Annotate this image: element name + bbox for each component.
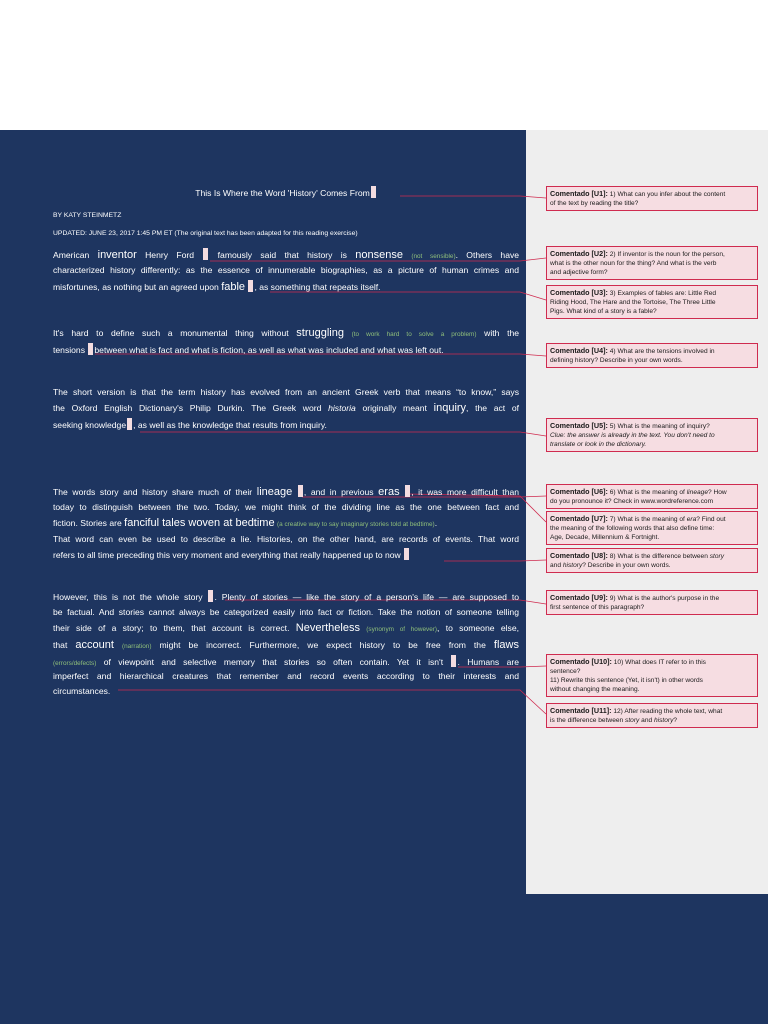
comment-anchor[interactable] [127, 418, 132, 430]
p4-line1: The words story and history share much of their lineage , and in previous eras , it was more difficult than [53, 486, 520, 498]
comment-anchor[interactable] [298, 485, 303, 497]
comment-u2[interactable]: Comentado [U2]: 2) If inventor is the noun for the person, what is the other noun for the thing? And what is the verb and adjective form? [546, 246, 758, 280]
p3-line3: seeking knowledge , as well as the knowledge that results from inquiry. [53, 420, 327, 430]
comment-u4[interactable]: Comentado [U4]: 4) What are the tensions involved in defining history? Describe in your own words. [546, 343, 758, 368]
comment-u8[interactable]: Comentado [U8]: 8) What is the difference between story and history? Describe in your own words. [546, 548, 758, 573]
document-page [0, 130, 768, 1024]
comment-u1[interactable]: Comentado [U1]: 1) What can you infer about the content of the text by reading the title? [546, 186, 758, 211]
update-line: UPDATED: JUNE 23, 2017 1:45 PM ET (The original text has been adapted for this reading exercise) [53, 230, 358, 237]
p5-line2: be factual. And stories cannot always be categorized easily into fact or fiction. Take the notion of someone telling [53, 607, 519, 617]
comment-u3[interactable]: Comentado [U3]: 3) Examples of fables are: Little Red Riding Hood, The Hare and the Tortoise, The Three Little Pigs. What kind of a story is a fable? [546, 285, 758, 319]
comment-anchor[interactable] [208, 590, 213, 602]
p3-line1: The short version is that the term history has evolved from an ancient Greek verb that means “to know,” says [53, 387, 519, 397]
p1-line2: characterized history differently: as the essence of innumerable biographies, as a picture of human crimes and [53, 265, 519, 275]
comment-u9[interactable]: Comentado [U9]: 9) What is the author's purpose in the first sentence of this paragraph? [546, 590, 758, 615]
comment-anchor[interactable] [451, 655, 456, 667]
byline: BY KATY STEINMETZ [53, 212, 122, 219]
p4-line4: That word can even be used to describe a lie. Histories, on the other hand, are records of events. That word [53, 534, 519, 544]
p4-line5: refers to all time preceding this very moment and everything that really happened up to now [53, 548, 519, 562]
comment-u6[interactable]: Comentado [U6]: 6) What is the meaning of lineage? How do you pronounce it? Check in www.wordreference.com [546, 484, 758, 509]
p5-line1: However, this is not the whole story . Plenty of stories — like the story of a person's life — are supposed to [53, 592, 519, 602]
comment-anchor[interactable] [203, 248, 208, 260]
comment-u11[interactable]: Comentado [U11]: 12) After reading the whole text, what is the difference between story and history? [546, 703, 758, 728]
p1-line3: misfortunes, as nothing but an agreed upon fable , as something that repeats itself. [53, 281, 381, 293]
comment-anchor[interactable] [88, 343, 93, 355]
p5-line3: their side of a story; to them, that account is correct. Nevertheless (synonym of however), to someone else, [53, 622, 519, 634]
comment-u7[interactable]: Comentado [U7]: 7) What is the meaning of era? Find out the meaning of the following words that also define time: Age, Decade, Millennium & Fortnight. [546, 511, 758, 545]
article-title: This Is Where the Word 'History' Comes From [53, 186, 519, 200]
p3-line2: the Oxford English Dictionary's Philip Durkin. The Greek word historia originally meant inquiry, the act of [53, 402, 520, 414]
p4-line2: today to distinguish between the two. Today, we might think of the dividing line as the one between fact and [53, 502, 519, 512]
p5-line7: circumstances. [53, 686, 111, 696]
p1-line1: American inventor Henry Ford famously said that history is nonsense (not sensible). Others have [53, 249, 520, 261]
p5-line5: (errors/defects) of viewpoint and selective memory that stories so often contain. Yet it isn't . Humans are [53, 657, 520, 667]
p5-line4: that account (narration) might be incorrect. Furthermore, we expect history to be free from the flaws [53, 639, 519, 651]
p2-line1: It's hard to define such a monumental thing without struggling (to work hard to solve a problem) with the [53, 327, 520, 339]
comment-anchor[interactable] [248, 280, 253, 292]
comment-anchor[interactable] [405, 485, 410, 497]
p2-line2: tensions between what is fact and what is fiction, as well as what was included and what was left out. [53, 345, 444, 355]
comment-u5[interactable]: Comentado [U5]: 5) What is the meaning of inquiry? Clue: the answer is already in the text. You don't need to translate or look in the dictionary. [546, 418, 758, 452]
comment-anchor[interactable] [371, 186, 376, 198]
comment-anchor[interactable] [404, 548, 409, 560]
comment-u10[interactable]: Comentado [U10]: 10) What does IT refer to in this sentence? 11) Rewrite this sentence (Yet, it isn't) in other words without changing the meaning. [546, 654, 758, 697]
p5-line6: imperfect and hierarchical creatures that remember and record events according to their interests and [53, 671, 519, 681]
p4-line3: fiction. Stories are fanciful tales woven at bedtime (a creative way to say imaginary stories told at bedtime). [53, 517, 438, 529]
